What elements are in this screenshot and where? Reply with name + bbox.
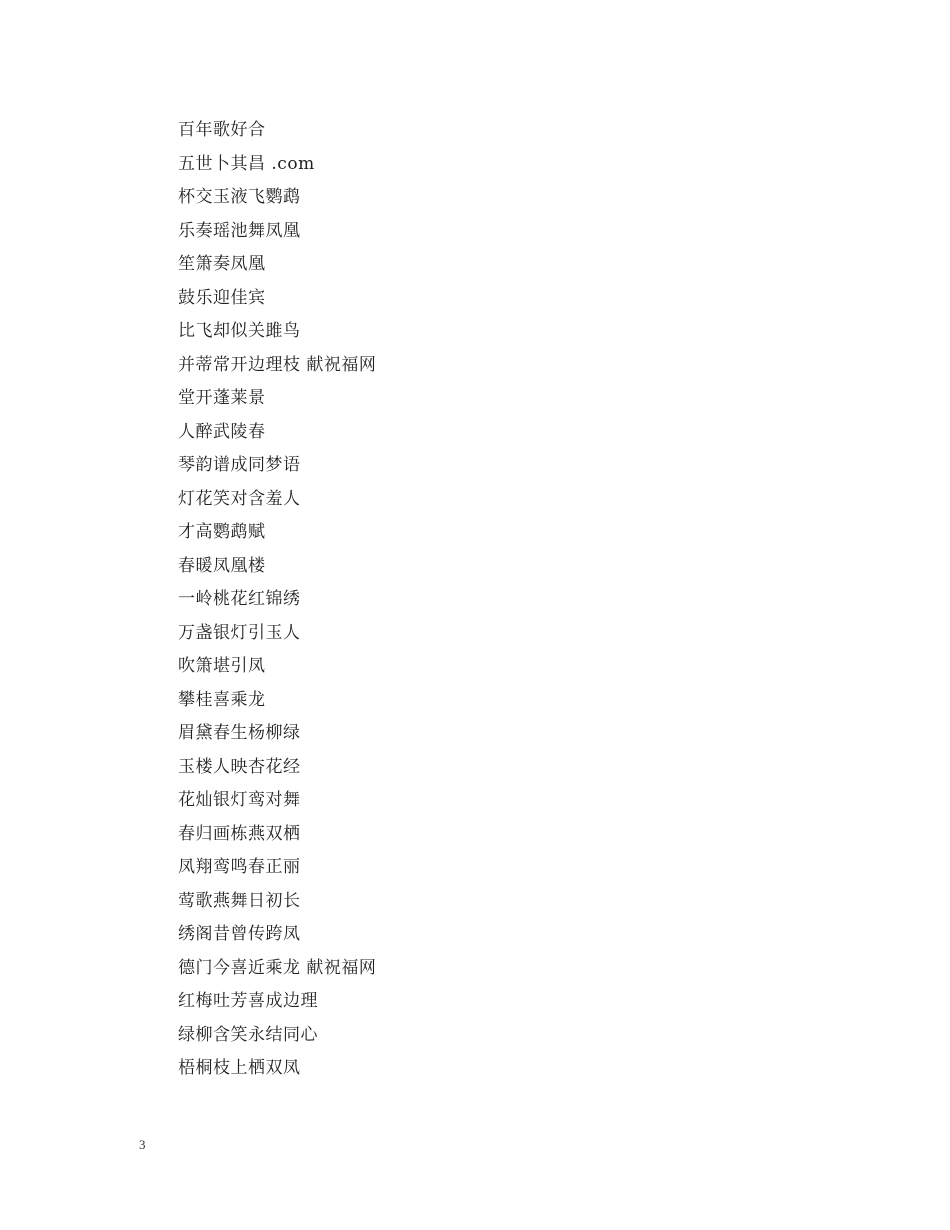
text-line: 琴韵谱成同梦语 xyxy=(178,455,301,475)
text-line: 百年歌好合 xyxy=(178,120,266,140)
text-line: 莺歌燕舞日初长 xyxy=(178,890,301,911)
text-line: 乐奏瑶池舞凤凰 xyxy=(178,220,301,241)
page-number: 3 xyxy=(139,1137,146,1152)
text-line: 梧桐枝上栖双凤 xyxy=(178,1058,301,1078)
text-line: 万盏银灯引玉人 xyxy=(178,622,301,643)
text-line: 人醉武陵春 xyxy=(178,421,266,442)
text-line: 杯交玉液飞鹦鹉 xyxy=(178,187,301,207)
text-line: 攀桂喜乘龙 xyxy=(178,689,266,710)
text-line: 才高鹦鹉赋 xyxy=(178,522,266,542)
text-line: 春归画栋燕双栖 xyxy=(178,823,301,844)
text-line: 红梅吐芳喜成边理 xyxy=(178,991,318,1011)
text-line: 吹箫堪引凤 xyxy=(178,656,266,676)
text-line: 绿柳含笑永结同心 xyxy=(178,1024,318,1045)
text-line: 并蒂常开边理枝 献祝福网 xyxy=(178,354,377,375)
text-line: 一岭桃花红锦绣 xyxy=(178,589,301,609)
text-line: 花灿银灯鸾对舞 xyxy=(178,790,301,810)
couplet-list xyxy=(178,117,376,1089)
text-line: 德门今喜近乘龙 献祝福网 xyxy=(178,957,377,978)
text-line: 玉楼人映杏花经 xyxy=(178,756,301,777)
text-line: 凤翔鸾鸣春正丽 xyxy=(178,857,301,877)
text-line: 比飞却似关雎鸟 xyxy=(178,321,301,341)
text-line: 五世卜其昌 .com xyxy=(178,153,315,174)
text-line: 春暖凤凰楼 xyxy=(178,555,266,576)
text-line: 鼓乐迎佳宾 xyxy=(178,287,266,308)
text-line: 笙箫奏凤凰 xyxy=(178,254,266,274)
text-line: 灯花笑对含羞人 xyxy=(178,488,301,509)
text-line: 堂开蓬莱景 xyxy=(178,388,266,408)
text-line: 眉黛春生杨柳绿 xyxy=(178,723,301,743)
text-line: 绣阁昔曾传跨凤 xyxy=(178,924,301,944)
